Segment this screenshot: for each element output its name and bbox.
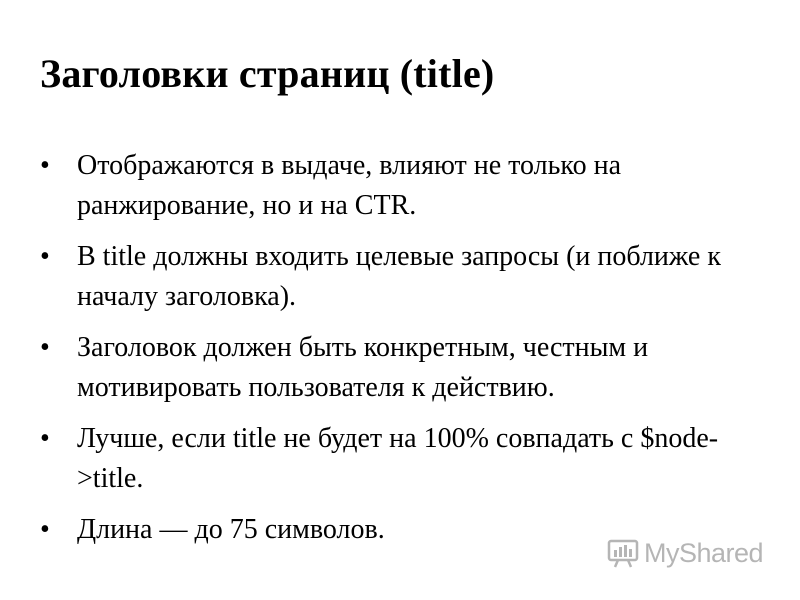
bullet-marker: • [40,150,50,181]
bullet-marker: • [40,332,50,363]
watermark-text: MyShared [644,537,764,568]
bullet-marker: • [40,423,50,454]
list-item [40,419,760,499]
slide-title: Заголовки страниц (title) [40,51,495,96]
bullet-list [40,146,760,561]
list-item [40,237,760,317]
myshared-logo-icon [606,536,640,570]
list-item [40,328,760,408]
bullet-text: Лучше, если title не будет на 100% совпадать с $node->title. [77,423,719,494]
bullet-text: Длина — до 75 символов. [77,514,385,545]
bullet-text: Заголовок должен быть конкретным, честным и мотивировать пользователя к действию. [77,332,649,403]
bullet-marker: • [40,241,50,272]
watermark [606,536,763,570]
list-item [40,146,760,226]
bullet-text: Отображаются в выдаче, влияют не только на ранжирование, но и на CTR. [77,150,622,221]
bullet-text: В title должны входить целевые запросы (и поближе к началу заголовка). [77,241,721,312]
bullet-marker: • [40,514,50,545]
